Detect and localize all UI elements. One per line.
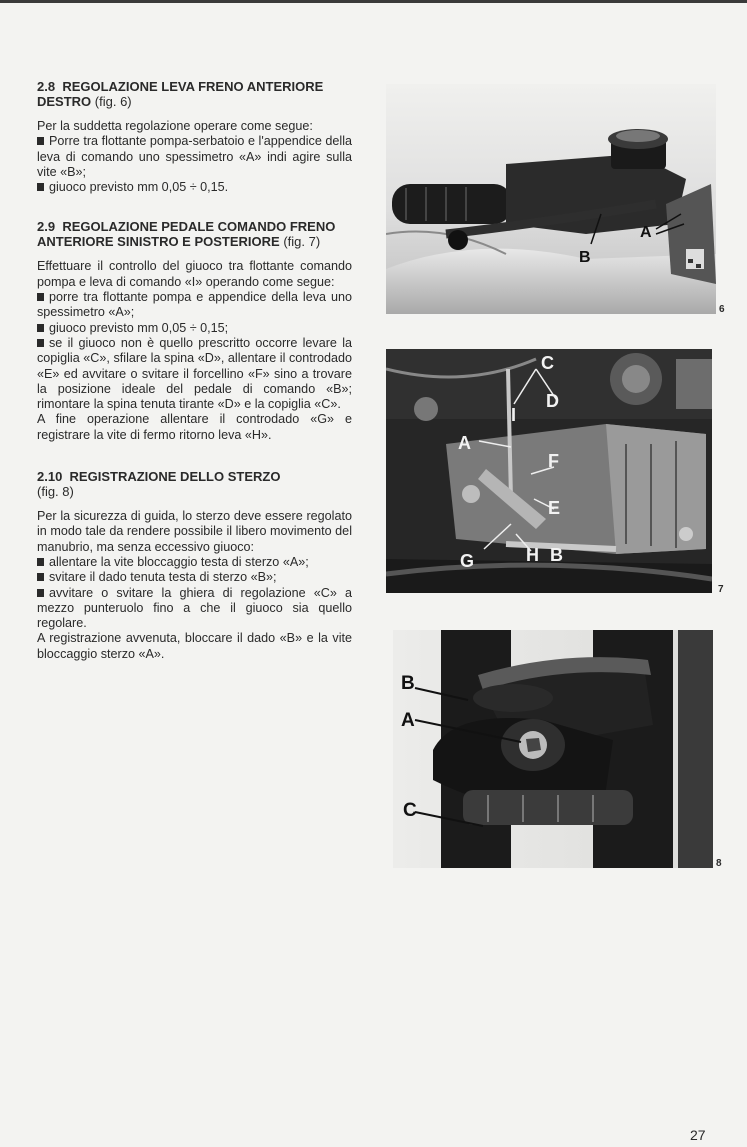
section-title: REGOLAZIONE PEDALE COMANDO FRENO ANTERIORE SINISTRO E POSTERIORE [37,219,336,250]
section-number: 2.8 [37,79,56,94]
section-2-10 [37,469,352,662]
figure-label: D [546,391,559,411]
section-intro: Per la sicurezza di guida, lo sterzo deve essere regolato in modo tale da rendere possibile il libero movimento del manubrio, ma senza eccessivo giuoco: [37,509,352,554]
figure-label: C [541,353,554,373]
bullet-item: svitare il dado tenuta testa di sterzo «B»; [37,570,352,585]
bullet-item: giuoco previsto mm 0,05 ÷ 0,15. [37,180,352,195]
section-outro: A registrazione avvenuta, bloccare il dado «B» e la vite bloccaggio sterzo «A». [37,631,352,661]
section-number: 2.9 [37,219,56,235]
section-heading [37,219,352,249]
figure-8-illustration [393,630,713,868]
figure-label: G [460,551,475,571]
section-heading [37,469,352,499]
bullet-icon [37,339,44,347]
figure-label: B [401,673,415,694]
bullet-item: allentare la vite bloccaggio testa di sterzo «A»; [37,555,352,570]
section-heading [37,79,352,109]
figure-number: 6 [719,304,725,315]
bullet-item: Porre tra flottante pompa-serbatoio e l'appendice della leva di comando uno spessimetro «A» indi agire sulla vite «B»; [37,134,352,179]
section-title: REGISTRAZIONE DELLO STERZO [69,469,281,485]
bullet-icon [37,293,44,301]
section-intro: Effettuare il controllo del giuoco tra flottante comando pompa e leva di comando «I» operando come segue: [37,259,352,289]
figure-reference: (fig. 8) [37,484,74,500]
section-number: 2.10 [37,469,63,485]
figure-8-steering-head-photo [393,630,713,868]
figure-6-brake-lever-photo [386,84,716,314]
figure-label: A [401,710,415,731]
bullet-icon [37,589,44,597]
bullet-icon [37,183,44,191]
section-title: REGOLAZIONE LEVA FRENO ANTERIORE DESTRO [37,79,324,109]
figure-label: C [403,800,417,821]
bullet-icon [37,137,44,145]
top-border [0,0,747,3]
text-column [37,79,352,678]
figure-number: 8 [716,858,722,869]
figure-label: F [548,451,559,471]
figure-label: H [526,545,539,565]
section-intro: Per la suddetta regolazione operare come segue: [37,119,313,133]
figure-label: A [640,224,652,241]
bullet-icon [37,573,44,581]
bullet-icon [37,558,44,566]
bullet-item: se il giuoco non è quello prescritto occorre levare la copiglia «C», sfilare la spina «D», allentare il controdado «E» ed avvitare o svitare il forcellino «F» sino a trovare la posizione ideale del pedale di comando «B»; rimontare la spina tenuta tirante «D» e la copiglia «C». [37,335,352,412]
bullet-item: porre tra flottante pompa e appendice della leva uno spessimetro «A»; [37,290,352,320]
figure-label: A [458,433,471,453]
bullet-icon [37,324,44,332]
figure-reference: (fig. 7) [283,234,321,250]
figure-6-illustration [386,84,716,314]
figure-label: B [550,545,563,565]
figure-label: I [511,405,517,425]
figure-number: 7 [718,584,724,595]
figure-label: E [548,498,561,518]
figure-reference: (fig. 6) [94,94,132,109]
section-2-9 [37,219,352,443]
bullet-item: giuoco previsto mm 0,05 ÷ 0,15; [37,321,352,336]
bullet-item: avvitare o svitare la ghiera di regolazione «C» a mezzo punteruolo fino a che il giuoco sia quello regolare. [37,585,352,631]
figure-7-illustration [386,349,712,593]
figure-7-brake-pedal-photo [386,349,712,593]
section-2-8 [37,79,352,195]
figure-label: B [579,249,591,266]
section-outro: A fine operazione allentare il controdado «G» e registrare la vite di fermo ritorno leva «H». [37,412,352,442]
page-number: 27 [690,1127,706,1143]
